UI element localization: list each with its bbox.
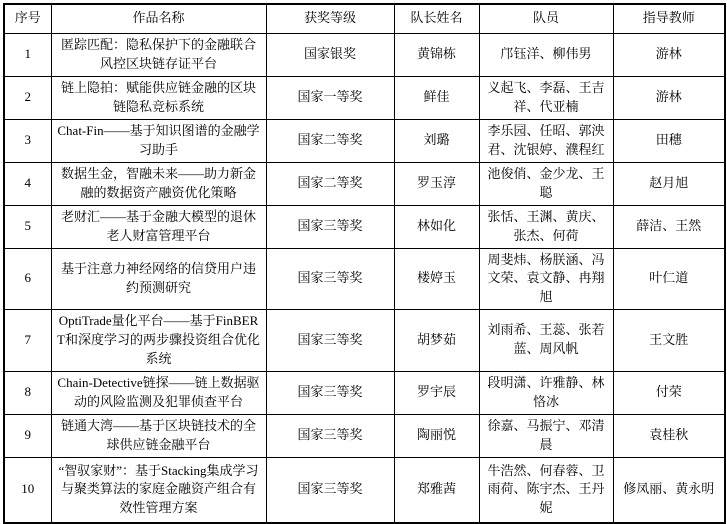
cell-advisor: 田穗 (613, 119, 725, 162)
cell-no: 8 (4, 371, 51, 414)
cell-members: 义起飞、李磊、王吉祥、代亚楠 (479, 76, 613, 119)
cell-members: 牛浩然、何春蓉、卫雨荷、陈宇杰、王丹妮 (479, 457, 613, 523)
cell-leader: 罗宇辰 (394, 371, 479, 414)
cell-leader: 郑雅茜 (394, 457, 479, 523)
cell-no: 10 (4, 457, 51, 523)
cell-leader: 胡梦茹 (394, 310, 479, 372)
cell-members: 李乐园、任昭、郭泱君、沈银婷、濮程红 (479, 119, 613, 162)
table-row (4, 457, 725, 523)
header-cell-leader: 队长姓名 (394, 4, 479, 33)
header-cell-advisor: 指导教师 (613, 4, 725, 33)
cell-award: 国家三等奖 (266, 310, 394, 372)
table-row (4, 310, 725, 372)
cell-no: 6 (4, 248, 51, 310)
table-row (4, 162, 725, 205)
cell-title: Chain-Detective链探——链上数据驱动的风险监测及犯罪侦查平台 (51, 371, 266, 414)
cell-title: 匿踪匹配：隐私保护下的金融联合风控区块链存证平台 (51, 33, 266, 76)
cell-award: 国家三等奖 (266, 371, 394, 414)
cell-members: 段明潇、许雅静、林恪冰 (479, 371, 613, 414)
cell-advisor: 游林 (613, 76, 725, 119)
header-cell-award: 获奖等级 (266, 4, 394, 33)
table-row (4, 414, 725, 457)
cell-leader: 鲜佳 (394, 76, 479, 119)
cell-advisor: 薛洁、王然 (613, 205, 725, 248)
cell-award: 国家三等奖 (266, 414, 394, 457)
table-row (4, 248, 725, 310)
header-cell-no: 序号 (4, 4, 51, 33)
cell-title: OptiTrade量化平台——基于FinBERT和深度学习的两步骤投资组合优化系统 (51, 310, 266, 372)
cell-award: 国家二等奖 (266, 119, 394, 162)
cell-members: 邝钰洋、柳伟男 (479, 33, 613, 76)
cell-leader: 陶丽悦 (394, 414, 479, 457)
cell-advisor: 游林 (613, 33, 725, 76)
cell-title: 老财汇——基于金融大模型的退休老人财富管理平台 (51, 205, 266, 248)
cell-members: 池俊俏、金少龙、王聪 (479, 162, 613, 205)
table-row (4, 119, 725, 162)
cell-leader: 刘璐 (394, 119, 479, 162)
table-row (4, 371, 725, 414)
cell-members: 张恬、王渊、黄庆、张杰、何荷 (479, 205, 613, 248)
cell-award: 国家一等奖 (266, 76, 394, 119)
header-cell-members: 队员 (479, 4, 613, 33)
cell-no: 2 (4, 76, 51, 119)
table-row (4, 205, 725, 248)
cell-title: “智驭家财”：基于Stacking集成学习与聚类算法的家庭金融资产组合有效性管理方案 (51, 457, 266, 523)
cell-advisor: 赵月旭 (613, 162, 725, 205)
cell-title: 链上隐拍：赋能供应链金融的区块链隐私竞标系统 (51, 76, 266, 119)
cell-title: Chat-Fin——基于知识图谱的金融学习助手 (51, 119, 266, 162)
table-header-row (4, 4, 725, 33)
table-row (4, 76, 725, 119)
table-body (4, 33, 725, 523)
cell-award: 国家二等奖 (266, 162, 394, 205)
cell-title: 基于注意力神经网络的信贷用户违约预测研究 (51, 248, 266, 310)
table-row (4, 33, 725, 76)
cell-advisor: 袁桂秋 (613, 414, 725, 457)
cell-no: 9 (4, 414, 51, 457)
cell-title: 数据生金，智融未来——助力新金融的数据资产融资优化策略 (51, 162, 266, 205)
cell-leader: 林如化 (394, 205, 479, 248)
cell-leader: 楼婷玉 (394, 248, 479, 310)
cell-award: 国家三等奖 (266, 205, 394, 248)
cell-members: 徐嘉、马振宁、邓清晨 (479, 414, 613, 457)
header-cell-title: 作品名称 (51, 4, 266, 33)
awards-table (3, 3, 726, 524)
cell-advisor: 付荣 (613, 371, 725, 414)
cell-title: 链通大湾——基于区块链技术的全球供应链金融平台 (51, 414, 266, 457)
cell-no: 4 (4, 162, 51, 205)
cell-no: 7 (4, 310, 51, 372)
cell-members: 周斐炜、杨朕涵、冯文荣、袁文静、冉翔旭 (479, 248, 613, 310)
cell-no: 5 (4, 205, 51, 248)
cell-no: 1 (4, 33, 51, 76)
cell-award: 国家三等奖 (266, 248, 394, 310)
cell-advisor: 修凤丽、黄永明 (613, 457, 725, 523)
cell-members: 刘雨希、王蕊、张若蓝、周风帆 (479, 310, 613, 372)
cell-advisor: 王文胜 (613, 310, 725, 372)
cell-advisor: 叶仁道 (613, 248, 725, 310)
cell-leader: 黄锦栋 (394, 33, 479, 76)
cell-no: 3 (4, 119, 51, 162)
cell-award: 国家三等奖 (266, 457, 394, 523)
cell-award: 国家银奖 (266, 33, 394, 76)
cell-leader: 罗玉淳 (394, 162, 479, 205)
